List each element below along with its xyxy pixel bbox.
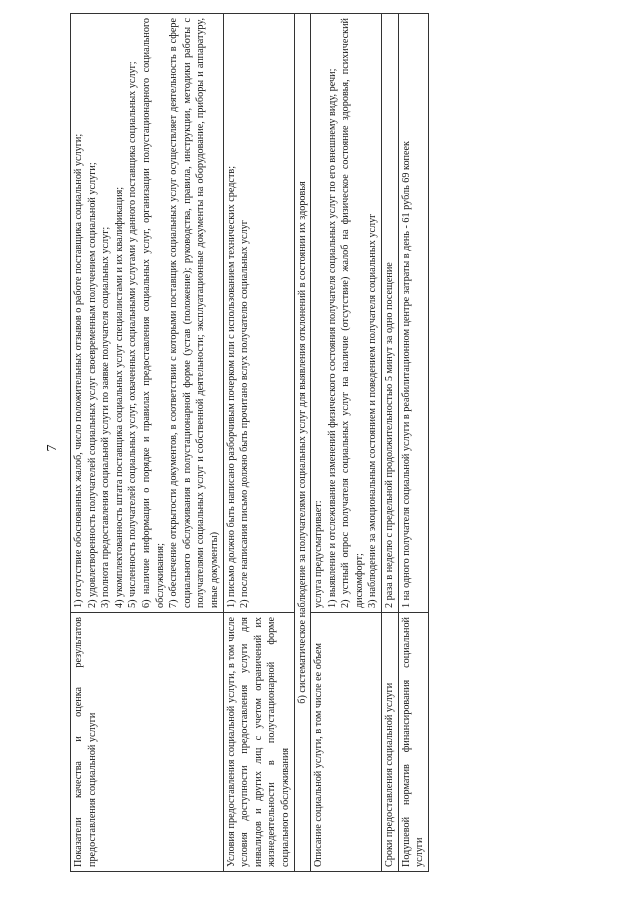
list-item: 2 раза в неделю с предельной продолжительностью 5 минут за одно посещение: [384, 262, 396, 608]
row-label: Сроки предоставления социальной услуги: [382, 613, 399, 872]
list-item: 3) полнота предоставления социальной услуги по заявке получателя социальных услуг;: [100, 226, 112, 608]
section-heading: б) систематическое наблюдение за получателями социальных услуг для выявления отклонений в состоянии их здоровья: [294, 14, 311, 872]
list-item: услуга предусматривает:: [313, 500, 325, 608]
list-item: 1) выявление и отслеживание изменений физического состояния получателя социальных услуг по его внешнему виду, речи;: [326, 68, 338, 608]
row-content: [71, 14, 224, 613]
table-row: [223, 14, 294, 872]
list-item: 1) отсутствие обоснованных жалоб, число положительных отзывов о работе поставщика социальной услуги;: [73, 133, 84, 608]
table-row: [311, 14, 382, 872]
row-content: [382, 14, 399, 613]
row-label: Условия предоставления социальной услуги, в том числе условия доступности предоставления услуги для инвалидов и других лиц с учетом ограничений их жизнедеятельности в полустационарной форме социального обслуживания: [223, 613, 294, 872]
list-item: 2) устный опрос получателя социальных услуг на наличие (отсутствие) жалоб на физическое состояние здоровья, психический дискомфорт;: [340, 18, 365, 608]
list-item: 5) численность получателей социальных услуг, охваченных социальными услугами у данного поставщика социальных услуг;: [127, 61, 139, 608]
document-sheet: [70, 18, 600, 872]
table-row: [398, 14, 428, 872]
page-number: 7: [45, 444, 60, 452]
list-item: 1 на одного получателя социальной услуги в реабилитационном центре затраты в день - 61 рубль 69 копеек: [400, 140, 412, 608]
list-item: 2) удовлетворенность получателей социальных услуг своевременным получением социальной услуги;: [86, 162, 98, 608]
service-table: [70, 13, 429, 872]
list-item: 3) наблюдение за эмоциональным состоянием и поведением получателя социальных услуг: [367, 213, 379, 608]
row-content: [223, 14, 294, 613]
list-item: 6) наличие информации о порядке и правилах предоставления социальных услуг, организации полустационарного социального обслуживания;: [140, 18, 166, 608]
list-item: 1) письмо должно быть написано разборчивым почерком или с использованием технических средств;: [225, 165, 237, 608]
list-item: 7) обеспечение открытости документов, в соответствии с которыми поставщик социальных услуг осуществляет деятельность в сфере социального обслуживания в полустационарной форме (устав (положение); руководства, правила, инструкции, методики работы с получателями социальных услуг и собственной деятельности; эксплуатационные документы на оборудование, приборы и аппаратуру, иные документы): [168, 18, 220, 608]
row-label: Описание социальной услуги, в том числе ее объем: [311, 613, 382, 872]
rotated-content: [70, 18, 600, 872]
section-heading-row: [294, 14, 311, 872]
list-item: 4) укомплектованность штата поставщика социальных услуг специалистами и их квалификация;: [113, 186, 125, 608]
list-item: 2) после написания письмо должно быть прочитано вслух получателю социальных услуг: [239, 220, 251, 608]
row-label: Подушевой норматив финансирования социальной услуги: [398, 613, 428, 872]
row-content: [398, 14, 428, 613]
row-label: Показатели качества и оценка результатов предоставления социальной услуги: [71, 613, 224, 872]
table-row: [71, 14, 224, 872]
row-content: [311, 14, 382, 613]
table-row: [382, 14, 399, 872]
